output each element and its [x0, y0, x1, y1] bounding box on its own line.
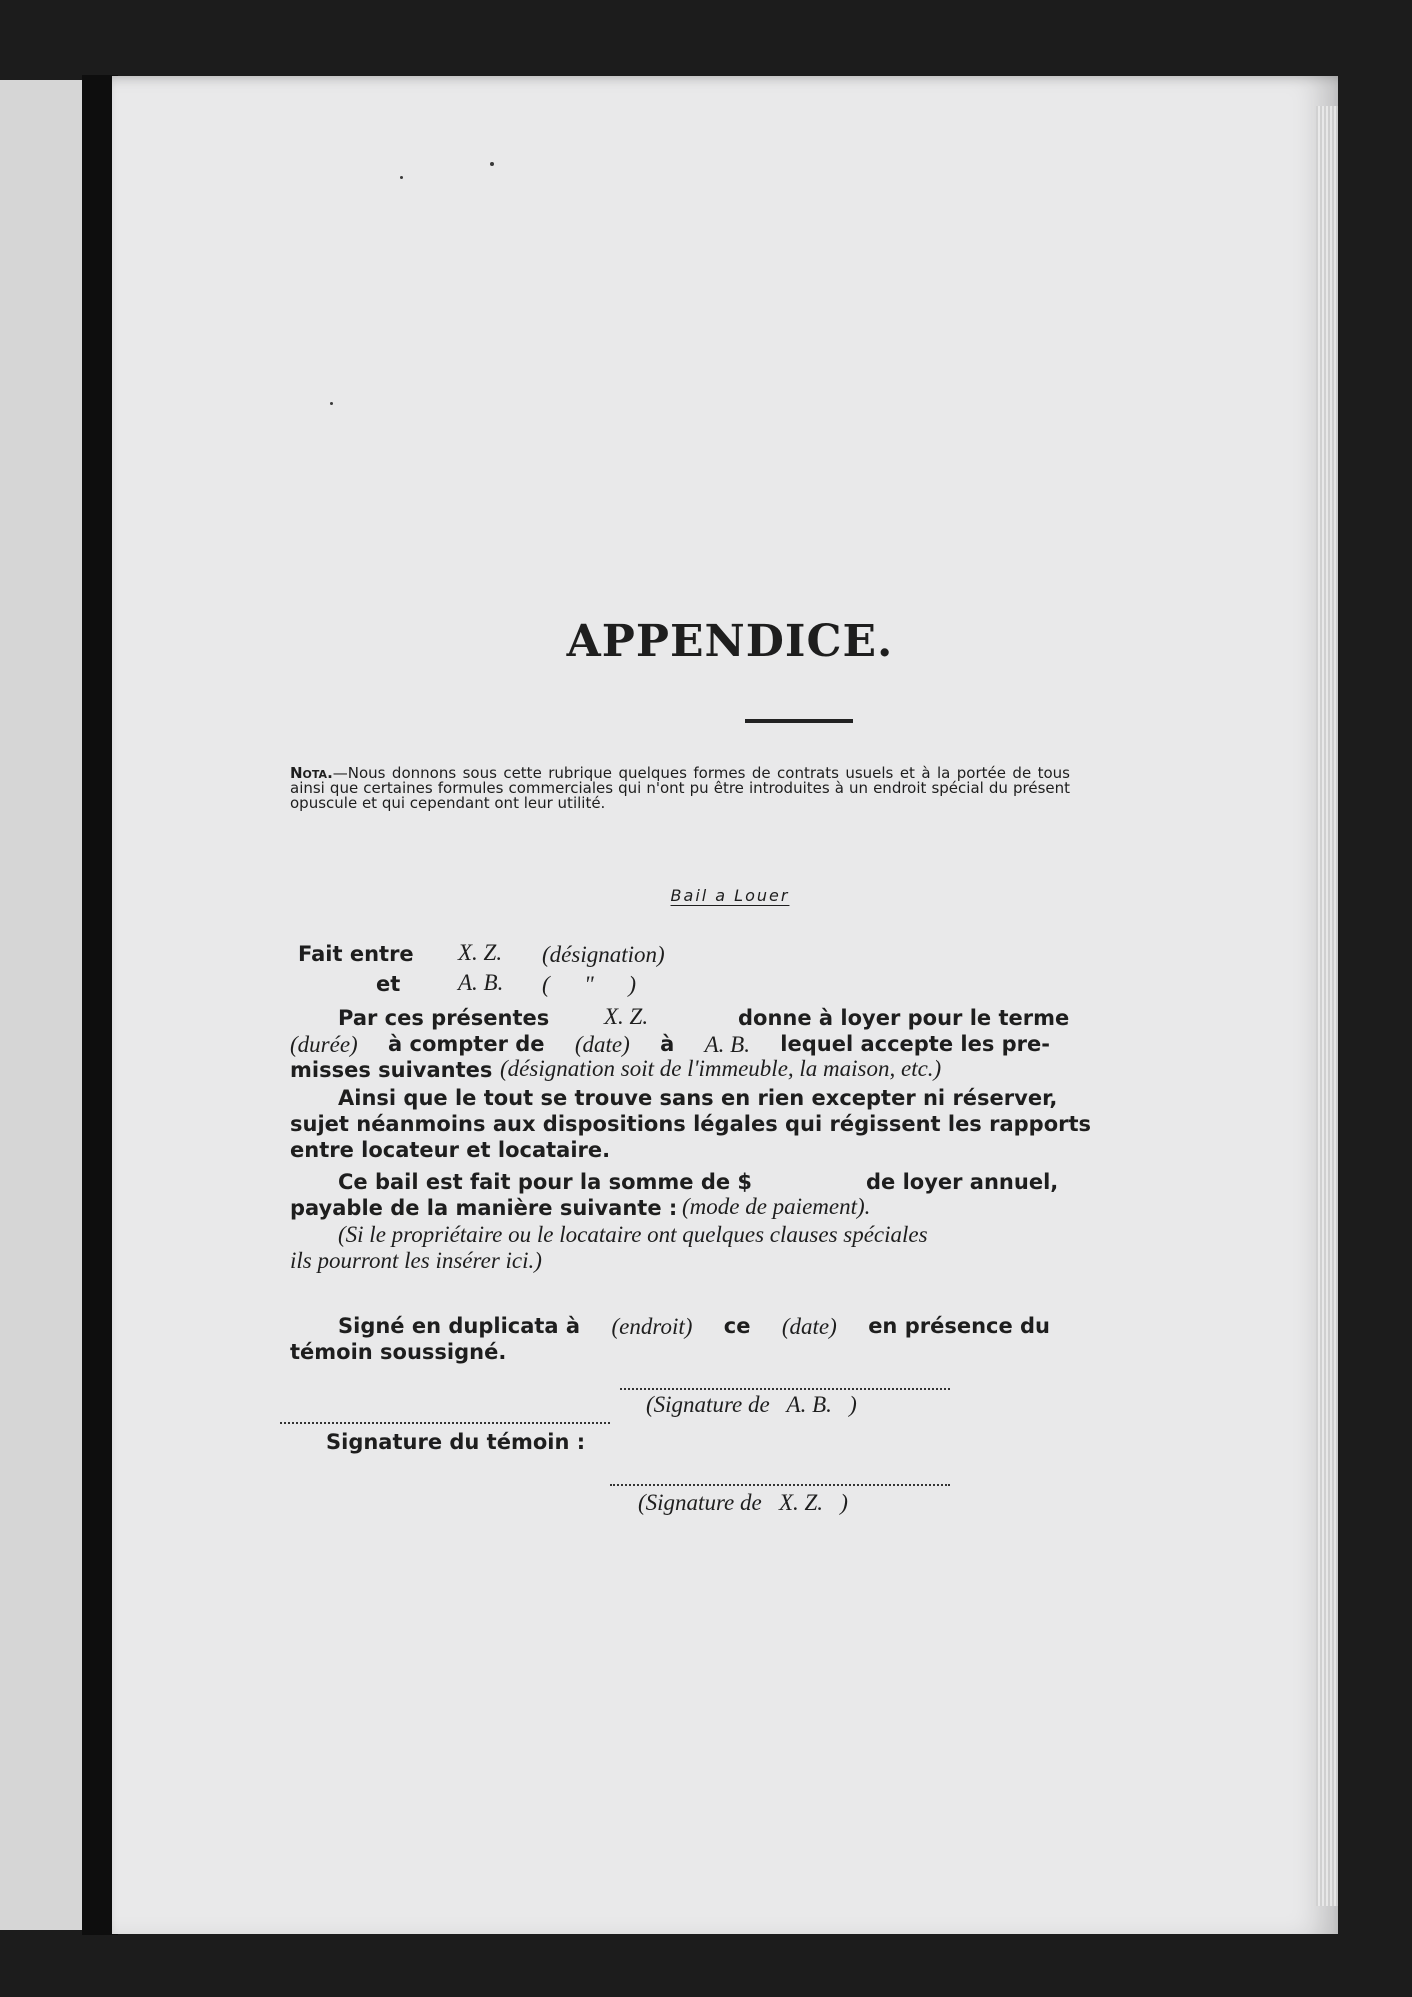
signature-line-ab [620, 1388, 950, 1390]
document-page [112, 76, 1338, 1934]
nota-text: —Nous donnons sous cette rubrique quelques formes de contrats usuels et à la portée de tous ainsi que certaines formules commerciales qui n'ont pu être introduites à un endroit spécial du présent opuscule et qui cependant ont leur utilité. [290, 764, 1070, 812]
para-line-2 [290, 1032, 1050, 1058]
date-label: (date) [781, 1314, 837, 1339]
text: sujet néanmoins aux dispositions légales qui régissent les rapports [290, 1112, 1092, 1136]
text: misses suivantes [290, 1058, 493, 1082]
text: Ce bail est fait pour la somme de $ [338, 1170, 753, 1194]
text: Par ces présentes [338, 1006, 550, 1030]
page-content [290, 76, 1170, 1934]
para-line-11 [290, 1314, 1050, 1340]
text: à compter de [388, 1032, 545, 1056]
signature-ab: (Signature de A. B. ) [646, 1392, 857, 1417]
date-label: (date) [574, 1032, 630, 1057]
text: en présence du [868, 1314, 1050, 1338]
section-heading: Bail a Louer [670, 886, 790, 905]
party-ab: A. B. [704, 1032, 750, 1057]
mode-paiement: (mode de paiement). [682, 1194, 871, 1219]
text: Ainsi que le tout se trouve sans en rien excepter ni réserver, [338, 1086, 1058, 1110]
text: lequel accepte les pre- [780, 1032, 1050, 1056]
nota-paragraph [290, 766, 1070, 811]
left-page-edge [0, 80, 82, 1930]
et-label: et [376, 972, 401, 996]
designation-immeuble: (désignation soit de l'immeuble, la maison, etc.) [500, 1056, 942, 1081]
text: témoin soussigné. [290, 1340, 507, 1364]
page-edge-shading [1316, 106, 1338, 1906]
signature-xz: (Signature de X. Z. ) [638, 1490, 848, 1515]
party-xz: X. Z. [458, 940, 503, 965]
text: à [660, 1032, 675, 1056]
fait-entre-label: Fait entre [298, 942, 414, 966]
designation-label: (désignation) [542, 942, 665, 967]
text: Signé en duplicata à [338, 1314, 581, 1338]
text: donne à loyer pour le terme [738, 1006, 1070, 1030]
clauses-speciales: ils pourront les insérer ici.) [290, 1248, 542, 1273]
signature-line-temoin [280, 1422, 610, 1424]
duree-label: (durée) [290, 1032, 358, 1057]
nota-label: Nota. [290, 764, 333, 782]
endroit-label: (endroit) [611, 1314, 693, 1339]
text: payable de la manière suivante : [290, 1196, 678, 1220]
text: entre locateur et locataire. [290, 1138, 611, 1162]
title-rule [745, 719, 853, 723]
signature-temoin-label: Signature du témoin : [326, 1430, 586, 1454]
ditto-mark: ( " ) [542, 972, 636, 997]
party-ab: A. B. [458, 970, 504, 995]
text: de loyer annuel, [866, 1170, 1059, 1194]
page-title: APPENDICE. [566, 616, 894, 667]
party-xz: X. Z. [604, 1004, 649, 1029]
text: ce [723, 1314, 751, 1338]
clauses-speciales: (Si le propriétaire ou le locataire ont quelques clauses spéciales [338, 1222, 928, 1247]
signature-line-xz [610, 1484, 950, 1486]
